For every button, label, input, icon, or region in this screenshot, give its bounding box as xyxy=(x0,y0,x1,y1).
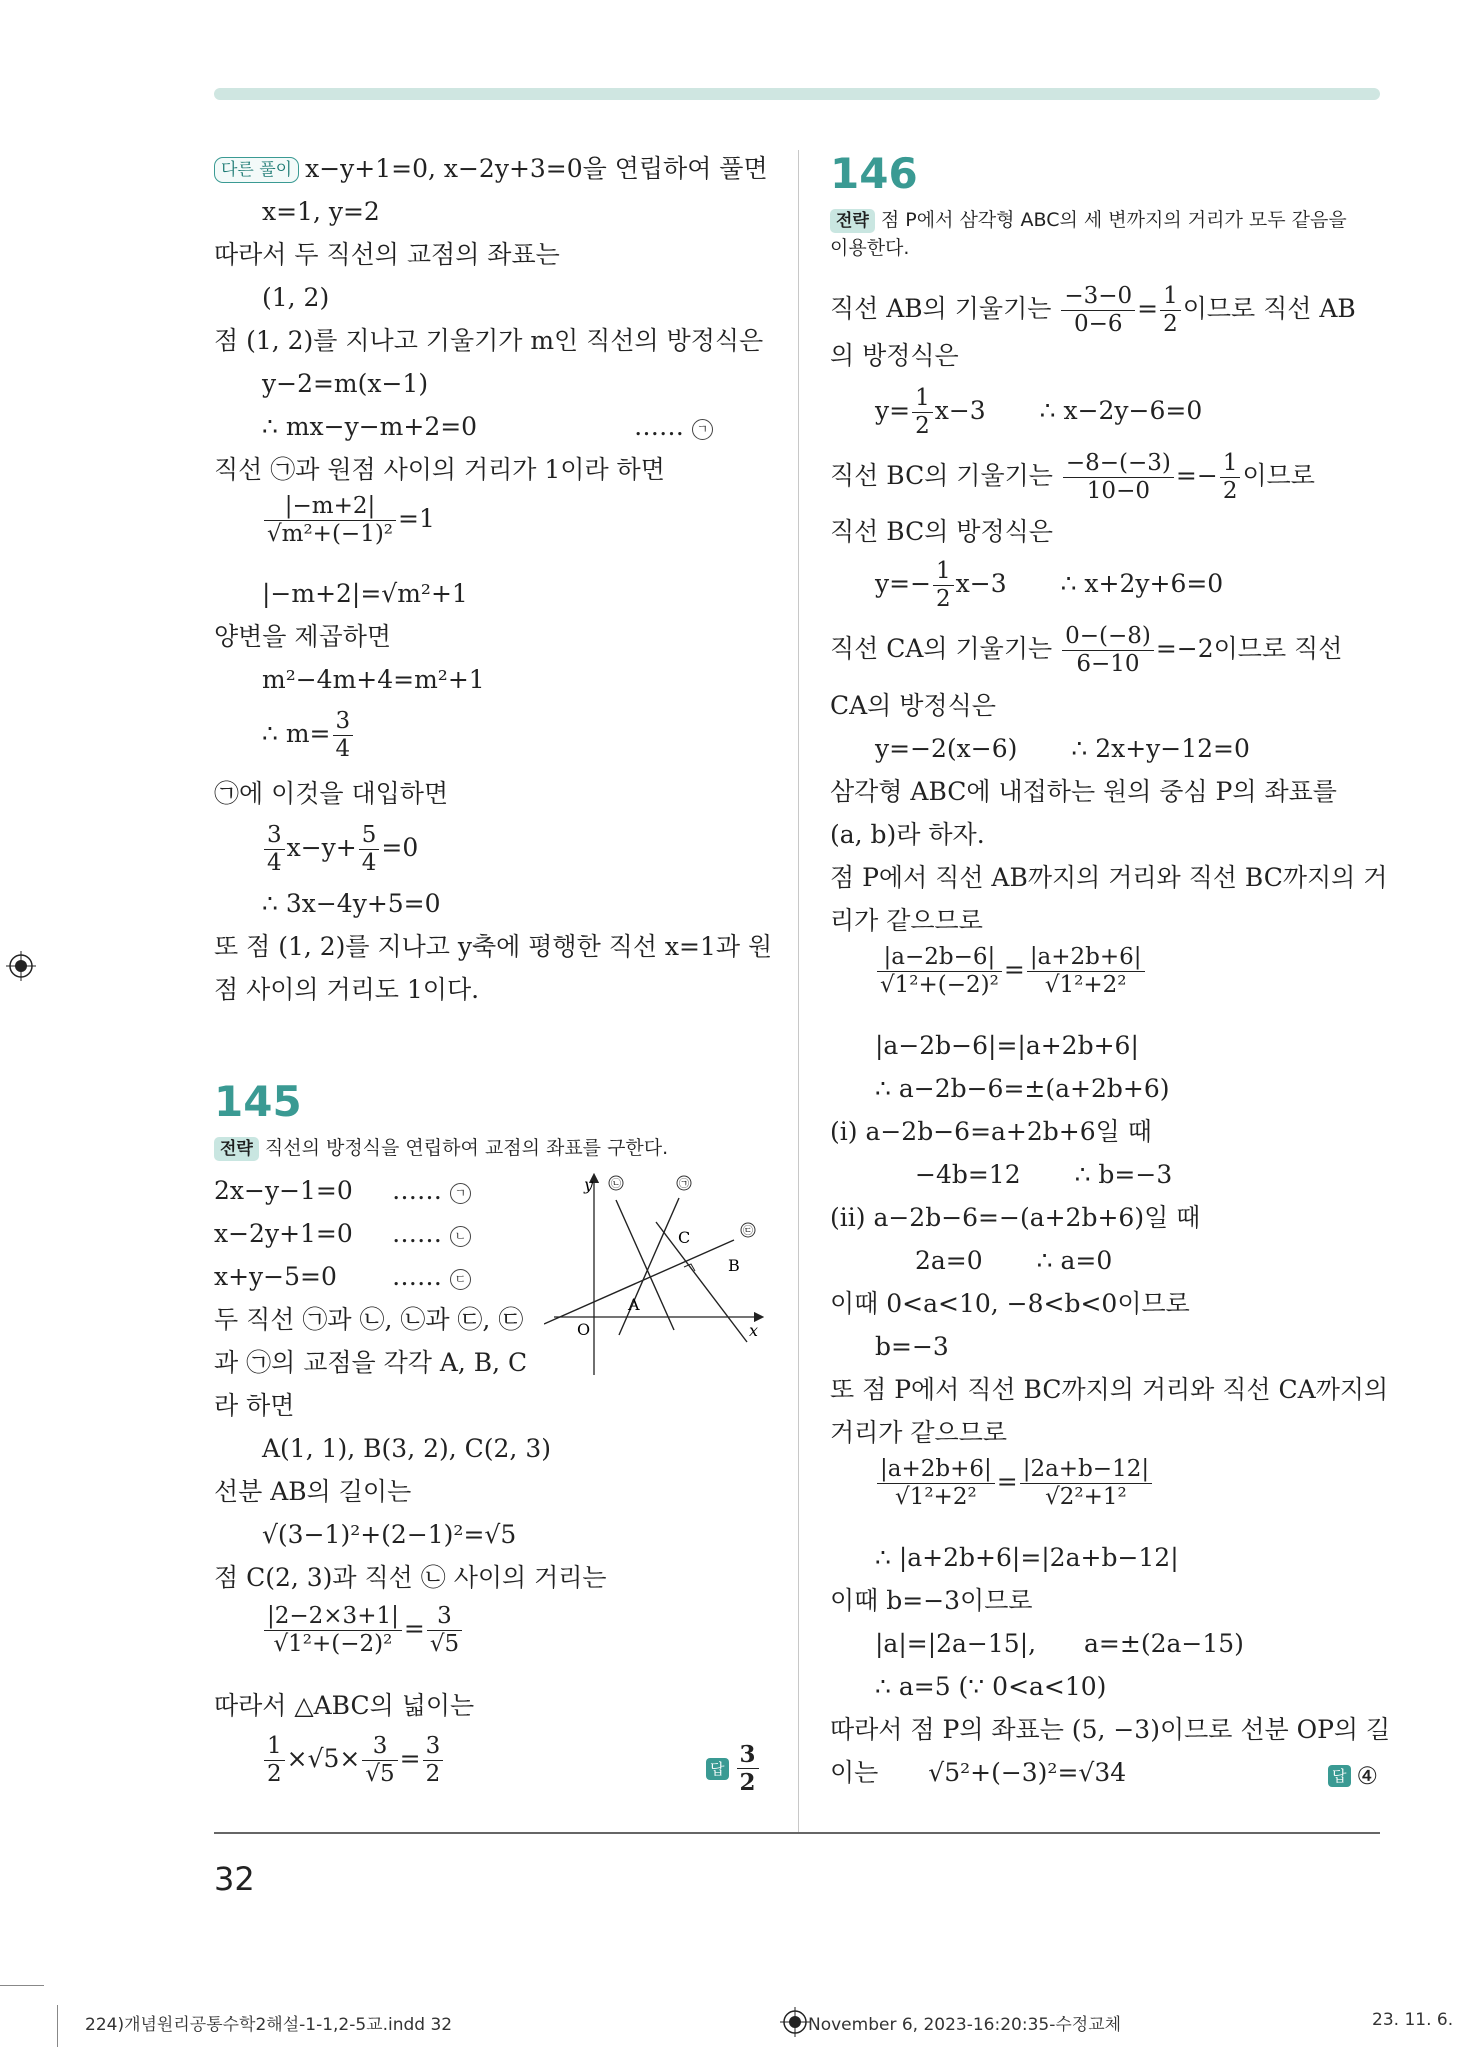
point-a-label: A xyxy=(628,1295,640,1314)
alt-solution-line-4: (1, 2) xyxy=(262,283,330,312)
p146-r29: ∴ a=5 (∵ 0<a<10) xyxy=(875,1672,1107,1701)
alt-solution-line-6: y−2=m(x−1) xyxy=(262,369,429,398)
p146-r13: 리가 같으므로 xyxy=(830,906,983,935)
trim-mark xyxy=(57,2005,58,2047)
circled-label-giyeok: ㄱ xyxy=(450,1183,471,1204)
registration-mark-icon xyxy=(6,951,36,981)
equation-marker: …… ㄱ xyxy=(634,411,713,443)
svg-text:㉢: ㉢ xyxy=(743,1226,753,1237)
slope-ca: 직선 CA의 기울기는 $\frac{0-(-8)}{6-10}$ =−2이므로 직선 xyxy=(830,623,1343,677)
answer-badge: 답 xyxy=(706,1758,729,1780)
page-number: 32 xyxy=(214,1860,255,1898)
problem-145-number: 145 xyxy=(214,1077,302,1126)
p146-r10: 삼각형 ABC에 내접하는 원의 중심 P의 좌표를 xyxy=(830,777,1337,806)
p146-r30: 따라서 점 P의 좌표는 (5, −3)이므로 선분 OP의 길 xyxy=(830,1715,1391,1744)
circled-label-nieun: ㄴ xyxy=(450,1226,471,1247)
alt-solution-line-17: 또 점 (1, 2)를 지나고 y축에 평행한 직선 x=1과 원 xyxy=(214,932,773,961)
strategy-badge: 전략 xyxy=(830,209,875,233)
p146-r19: (ⅱ) a−2b−6=−(a+2b+6)일 때 xyxy=(830,1203,1201,1232)
x-axis-label: x xyxy=(749,1321,759,1340)
p146-r28: |a|=|2a−15|, a=±(2a−15) xyxy=(875,1629,1244,1658)
equation-3: x+y−5=0 …… ㄷ xyxy=(214,1261,337,1293)
alt-solution-line-8: 직선 ㉠과 원점 사이의 거리가 1이라 하면 xyxy=(214,455,665,484)
y-axis-label: y xyxy=(584,1175,594,1194)
alt-solution-line-18: 점 사이의 거리도 1이다. xyxy=(214,975,480,1004)
alt-solution-line-5: 점 (1, 2)를 지나고 기울기가 m인 직선의 방정식은 xyxy=(214,326,764,355)
p146-r17: (ⅰ) a−2b−6=a+2b+6일 때 xyxy=(830,1117,1152,1146)
area-equation: $\frac{1}{2}$ ×√5× $\frac{3}{√5}$ = $\frac{3}{2}$ xyxy=(262,1735,445,1786)
p145-line-t2: 과 ㉠의 교점을 각각 A, B, C xyxy=(214,1348,528,1377)
line-digeut-left xyxy=(619,1198,679,1335)
p145-line-t3: 라 하면 xyxy=(214,1391,295,1420)
column-divider xyxy=(798,150,799,1832)
alt-solution-tag: 다른 풀이 xyxy=(214,157,299,183)
problem-146-strategy: 전략 점 P에서 삼각형 ABC의 세 변까지의 거리가 모두 같음을 xyxy=(830,202,1347,236)
alt-solution-line-1: 다른 풀이 x−y+1=0, x−2y+3=0을 연립하여 풀면 xyxy=(214,153,768,185)
p146-r27: 이때 b=−3이므로 xyxy=(830,1586,1033,1615)
p146-r26: ∴ |a+2b+6|=|2a+b−12| xyxy=(875,1543,1179,1572)
p146-r31: 이는 √5²+(−3)²=√34 xyxy=(830,1758,1127,1787)
p145-line-t5: 선분 AB의 길이는 xyxy=(214,1477,412,1506)
registration-mark-icon xyxy=(780,2007,810,2037)
distance-c-equation: $\frac{|2-2\times 3+1|}{\text{√1²+(−2)²}}$ = $\frac{3}{√5}$ xyxy=(262,1605,464,1656)
triangle-graph xyxy=(544,1170,774,1380)
problem-146-number: 146 xyxy=(830,149,918,198)
alt-solution-line-14: ㉠에 이것을 대입하면 xyxy=(214,779,449,808)
point-c-label: C xyxy=(678,1228,691,1247)
footer-timestamp: November 6, 2023-16:20:35-수정교체 xyxy=(808,2015,1122,2035)
answer-badge: 답 xyxy=(1328,1765,1351,1787)
right-angle-mark xyxy=(684,1264,695,1271)
slope-ab: 직선 AB의 기울기는 $\frac{-3-0}{0-6}$ = $\frac{1}{2}$ 이므로 직선 AB xyxy=(830,283,1356,337)
p145-line-t9: 따라서 △ABC의 넓이는 xyxy=(214,1691,475,1720)
p146-r24: 거리가 같으므로 xyxy=(830,1418,1007,1447)
footer-filename: 224)개념원리공통수학2해설-1-1,2-5교.indd 32 xyxy=(85,2015,453,2035)
footer-date: 23. 11. 6. xyxy=(1372,2010,1454,2030)
alt-solution-line-7: ∴ mx−y−m+2=0 xyxy=(262,412,478,441)
p146-r16: ∴ a−2b−6=±(a+2b+6) xyxy=(875,1074,1170,1103)
svg-text:㉠: ㉠ xyxy=(679,1179,689,1190)
p145-answer: 답 $\frac{3}{2}$ xyxy=(706,1743,761,1794)
problem-145-strategy: 전략 직선의 방정식을 연립하여 교점의 좌표를 구한다. xyxy=(214,1130,668,1164)
distance-bc-ca-equation: $\frac{|a+2b+6|}{\text{√1²+2²}}$ = $\frac{|2a+b-12|}{\text{√2²+1²}}$ xyxy=(875,1458,1154,1509)
p146-r5: 직선 BC의 방정식은 xyxy=(830,517,1053,546)
p146-answer: 답 ④ xyxy=(1328,1762,1378,1790)
trim-mark xyxy=(0,1985,44,1986)
alt-solution-line-3: 따라서 두 직선의 교점의 좌표는 xyxy=(214,240,560,269)
alt-solution-line-12: m²−4m+4=m²+1 xyxy=(262,665,485,694)
p146-r8: CA의 방정식은 xyxy=(830,691,996,720)
strategy-badge: 전략 xyxy=(214,1137,259,1161)
p145-line-t6: √(3−1)²+(2−1)²=√5 xyxy=(262,1520,517,1549)
header-accent-bar xyxy=(214,88,1380,100)
p146-r23: 또 점 P에서 직선 BC까지의 거리와 직선 CA까지의 xyxy=(830,1375,1389,1404)
line-ab-equation: y= $\frac{1}{2}$ x−3 ∴ x−2y−6=0 xyxy=(875,385,1203,439)
p146-r15: |a−2b−6|=|a+2b+6| xyxy=(875,1031,1139,1060)
line-ca-equation: y=−2(x−6) ∴ 2x+y−12=0 xyxy=(875,734,1250,763)
alt-solution-line-16: ∴ 3x−4y+5=0 xyxy=(262,889,441,918)
circled-label-digeut: ㄷ xyxy=(450,1269,471,1290)
distance-ab-bc-equation: $\frac{|a-2b-6|}{\text{√1²+(−2)²}}$ = $\frac{|a+2b+6|}{\text{√1²+2²}}$ xyxy=(875,946,1147,997)
equation-1: 2x−y−1=0 …… ㄱ xyxy=(214,1175,353,1207)
p146-r12: 점 P에서 직선 AB까지의 거리와 직선 BC까지의 거 xyxy=(830,863,1388,892)
p146-r21: 이때 0<a<10, −8<b<0이므로 xyxy=(830,1289,1190,1318)
p145-line-t1: 두 직선 ㉠과 ㉡, ㉡과 ㉢, ㉢ xyxy=(214,1305,524,1334)
substituted-equation: $\frac{3}{4}$ x−y+ $\frac{5}{4}$ =0 xyxy=(262,824,418,875)
slope-bc: 직선 BC의 기울기는 $\frac{-8-(-3)}{10-0}$ =− $\frac{1}{2}$ 이므로 xyxy=(830,450,1315,504)
p145-line-t4: A(1, 1), B(3, 2), C(2, 3) xyxy=(262,1434,551,1463)
alt-solution-line-10: |−m+2|=√m²+1 xyxy=(262,579,468,608)
distance-fraction: $\frac{|-m+2|}{\text{√m²+(−1)²}}$ xyxy=(264,495,396,546)
circled-label-giyeok: ㄱ xyxy=(692,419,713,440)
alt-solution-line-2: x=1, y=2 xyxy=(262,197,380,226)
p145-line-t7: 점 C(2, 3)과 직선 ㉡ 사이의 거리는 xyxy=(214,1563,607,1592)
p146-r11: (a, b)라 하자. xyxy=(830,820,985,849)
bottom-rule xyxy=(214,1832,1380,1834)
svg-text:㉡: ㉡ xyxy=(611,1179,621,1190)
p146-r18: −4b=12 ∴ b=−3 xyxy=(915,1160,1173,1189)
p146-r22: b=−3 xyxy=(875,1332,949,1361)
alt-solution-line-11: 양변을 제곱하면 xyxy=(214,622,391,651)
origin-label: O xyxy=(577,1320,591,1339)
equation-2: x−2y+1=0 …… ㄴ xyxy=(214,1218,353,1250)
p146-r2: 의 방정식은 xyxy=(830,341,959,370)
point-b-label: B xyxy=(728,1256,740,1275)
distance-equation: $\frac{|-m+2|}{\text{√m²+(−1)²}}$ =1 xyxy=(262,495,435,546)
problem-146-strategy-cont: 이용한다. xyxy=(830,237,910,259)
m-value: ∴ m= $\frac{3}{4}$ xyxy=(262,710,355,761)
p146-r20: 2a=0 ∴ a=0 xyxy=(915,1246,1113,1275)
line-nieun xyxy=(616,1200,674,1330)
line-bc-equation: y=− $\frac{1}{2}$ x−3 ∴ x+2y+6=0 xyxy=(875,558,1224,612)
